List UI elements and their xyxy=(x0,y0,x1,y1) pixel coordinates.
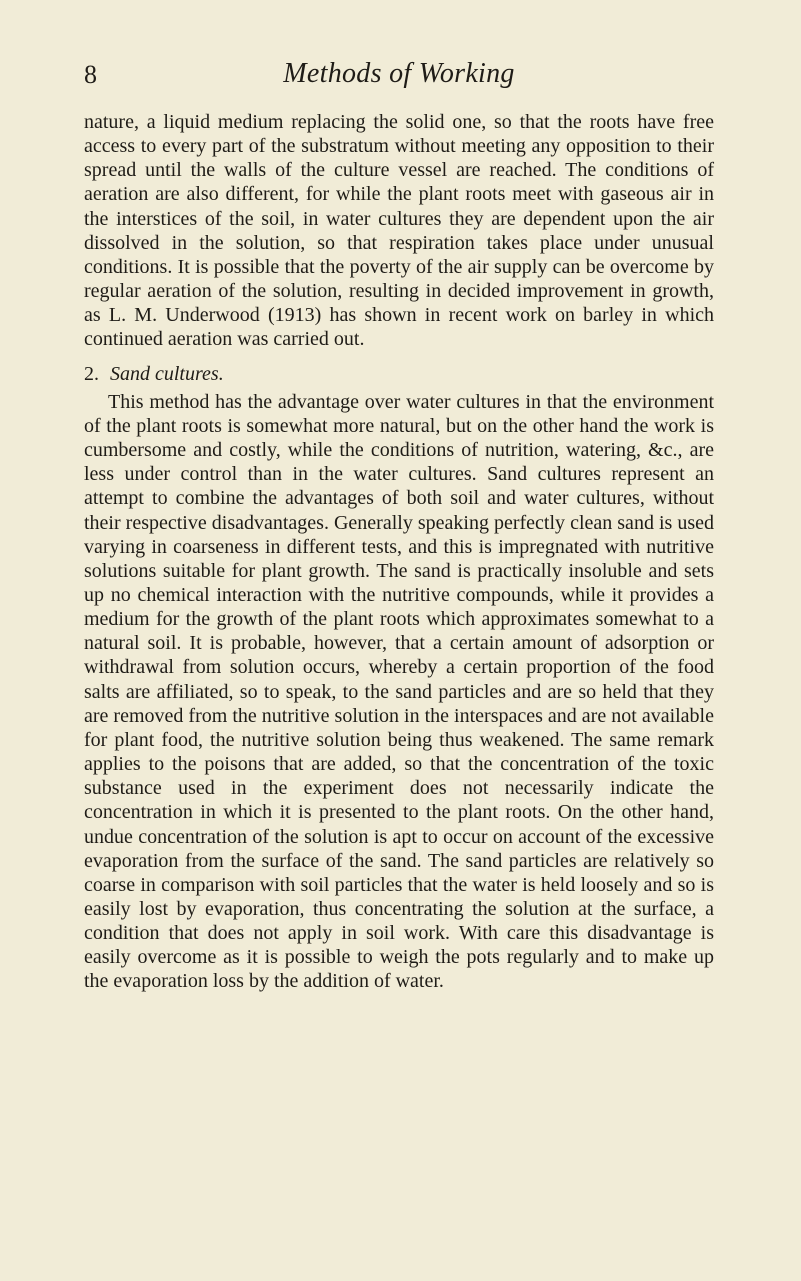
page-header xyxy=(84,56,714,96)
section-title: Sand cultures. xyxy=(110,362,224,385)
running-title: Methods of Working xyxy=(283,58,515,89)
paragraph-sand-cultures: This method has the advantage over water cultures in that the environment of the plant roots is somewhat more natural, but on the other hand the work is cumbersome and costly, while the conditions of nutrition, watering, &c., are less under control than in the water cultures. Sand cultures represent an attempt to combine the advantages of both soil and water cultures, without their respective disadvantages. Generally speaking perfectly clean sand is used varying in coarseness in different tests, and this is impregnated with nutritive solutions suitable for plant growth. The sand is practically insoluble and sets up no chemical interaction with the nutritive compounds, while it provides a medium for the growth of the plant roots which approximates somewhat to a natural soil. It is probable, however, that a certain amount of adsorption or withdrawal from solution occurs, whereby a certain proportion of the food salts are affiliated, so to speak, to the sand particles and are so held that they are removed from the nutritive solution in the interspaces and are not available for plant food, the nutritive solution being thus weakened. The same remark applies to the poisons that are added, so that the concentration of the toxic substance used in the experiment does not necessarily indicate the concentration in which it is presented to the plant roots. On the other hand, undue concentration of the solution is apt to occur on account of the excessive evaporation from the surface of the sand. The sand particles are relatively so coarse in comparison with soil particles that the water is held loosely and so is easily lost by evaporation, thus concentrating the solution at the surface, a condition that does not apply in soil work. With care this disadvantage is easily overcome as it is possible to weigh the pots regularly and to make up the evaporation loss by the addition of water. xyxy=(84,390,714,993)
section-heading xyxy=(84,362,714,386)
section-number: 2. xyxy=(84,362,99,385)
body-text xyxy=(84,110,714,994)
paragraph-continued: nature, a liquid medium replacing the solid one, so that the roots have free access to every part of the substratum without meeting any opposition to their spread until the walls of the culture vessel are reached. The conditions of aeration are also different, for while the plant roots meet with gaseous air in the interstices of the soil, in water cultures they are dependent upon the air dissolved in the solution, so that respiration takes place under unusual conditions. It is possible that the poverty of the air supply can be overcome by regular aeration of the solution, resulting in decided improvement in growth, as L. M. Underwood (1913) has shown in recent work on barley in which continued aeration was carried out. xyxy=(84,111,714,351)
page-number: 8 xyxy=(84,60,97,89)
